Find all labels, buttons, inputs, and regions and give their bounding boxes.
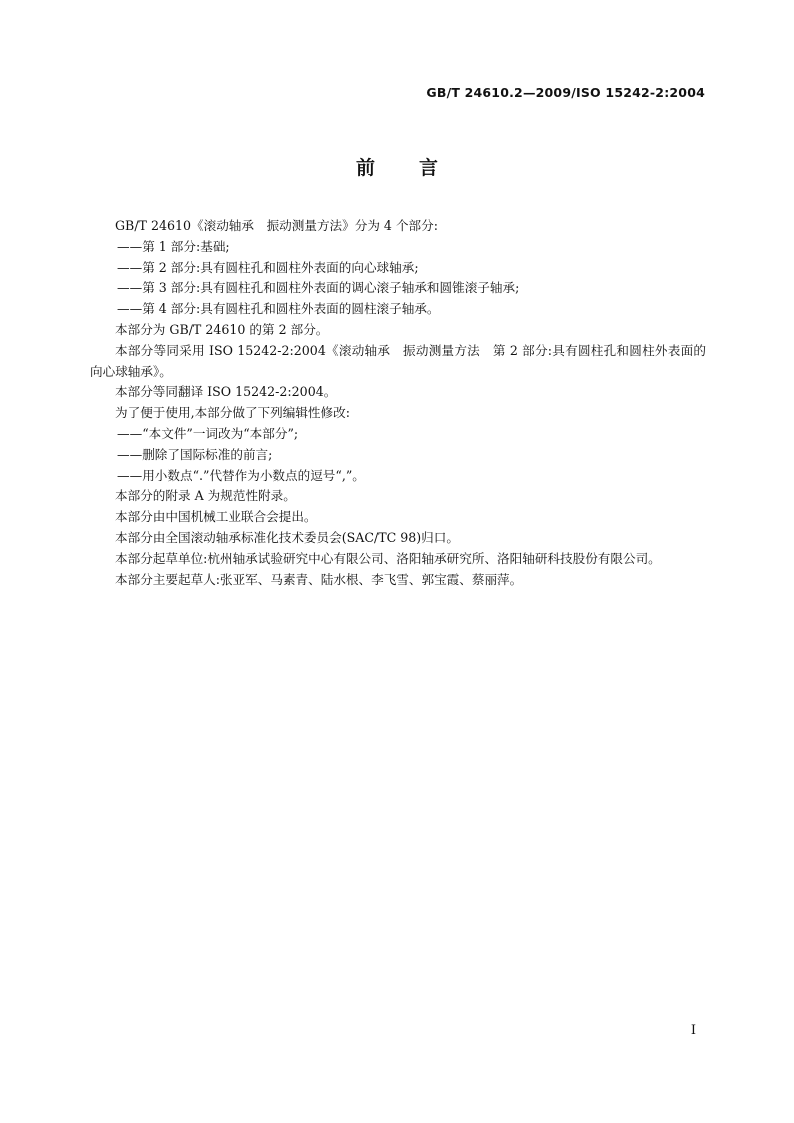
list-item-part-4: ——第 4 部分:具有圆柱孔和圆柱外表面的圆柱滚子轴承。 [117,301,440,317]
foreword-body [90,216,706,590]
paragraph-translation: 本部分等同翻译 ISO 15242-2:2004。 [115,384,337,400]
title-char-2: 言 [419,157,439,179]
standard-code: GB/T 24610.2—2009/ISO 15242-2:2004 [426,85,705,100]
paragraph-this-part: 本部分为 GB/T 24610 的第 2 部分。 [115,321,329,337]
list-item-edit-2: ——删除了国际标准的前言; [117,446,273,462]
page-number: I [690,1023,696,1038]
list-item-edit-1: ——“本文件”一词改为“本部分”; [117,425,299,441]
title-char-1: 前 [355,157,375,179]
paragraph-committee: 本部分由全国滚动轴承标准化技术委员会(SAC/TC 98)归口。 [115,529,459,545]
list-item-part-3: ——第 3 部分:具有圆柱孔和圆柱外表面的调心滚子轴承和圆锥滚子轴承; [117,280,520,296]
page-title [0,153,794,180]
list-item-part-2: ——第 2 部分:具有圆柱孔和圆柱外表面的向心球轴承; [117,259,419,275]
paragraph-edits-intro: 为了便于使用,本部分做了下列编辑性修改: [115,405,350,421]
list-item-edit-3: ——用小数点“.”代替作为小数点的逗号“,”。 [117,467,365,483]
paragraph-drafters: 本部分主要起草人:张亚军、马素青、陆水根、李飞雪、郭宝霞、蔡丽萍。 [115,571,523,587]
paragraph-parts-intro: GB/T 24610《滚动轴承 振动测量方法》分为 4 个部分: [115,218,438,233]
paragraph-proposer: 本部分由中国机械工业联合会提出。 [115,509,317,525]
paragraph-annex: 本部分的附录 A 为规范性附录。 [115,488,296,504]
paragraph-adoption: 本部分等同采用 ISO 15242-2:2004《滚动轴承 振动测量方法 第 2 部分:具有圆柱孔和圆柱外表面的向心球轴承》。 [90,342,706,379]
list-item-part-1: ——第 1 部分:基础; [117,238,230,254]
paragraph-drafting-units: 本部分起草单位:杭州轴承试验研究中心有限公司、洛阳轴承研究所、洛阳轴研科技股份有限公司。 [115,550,661,566]
